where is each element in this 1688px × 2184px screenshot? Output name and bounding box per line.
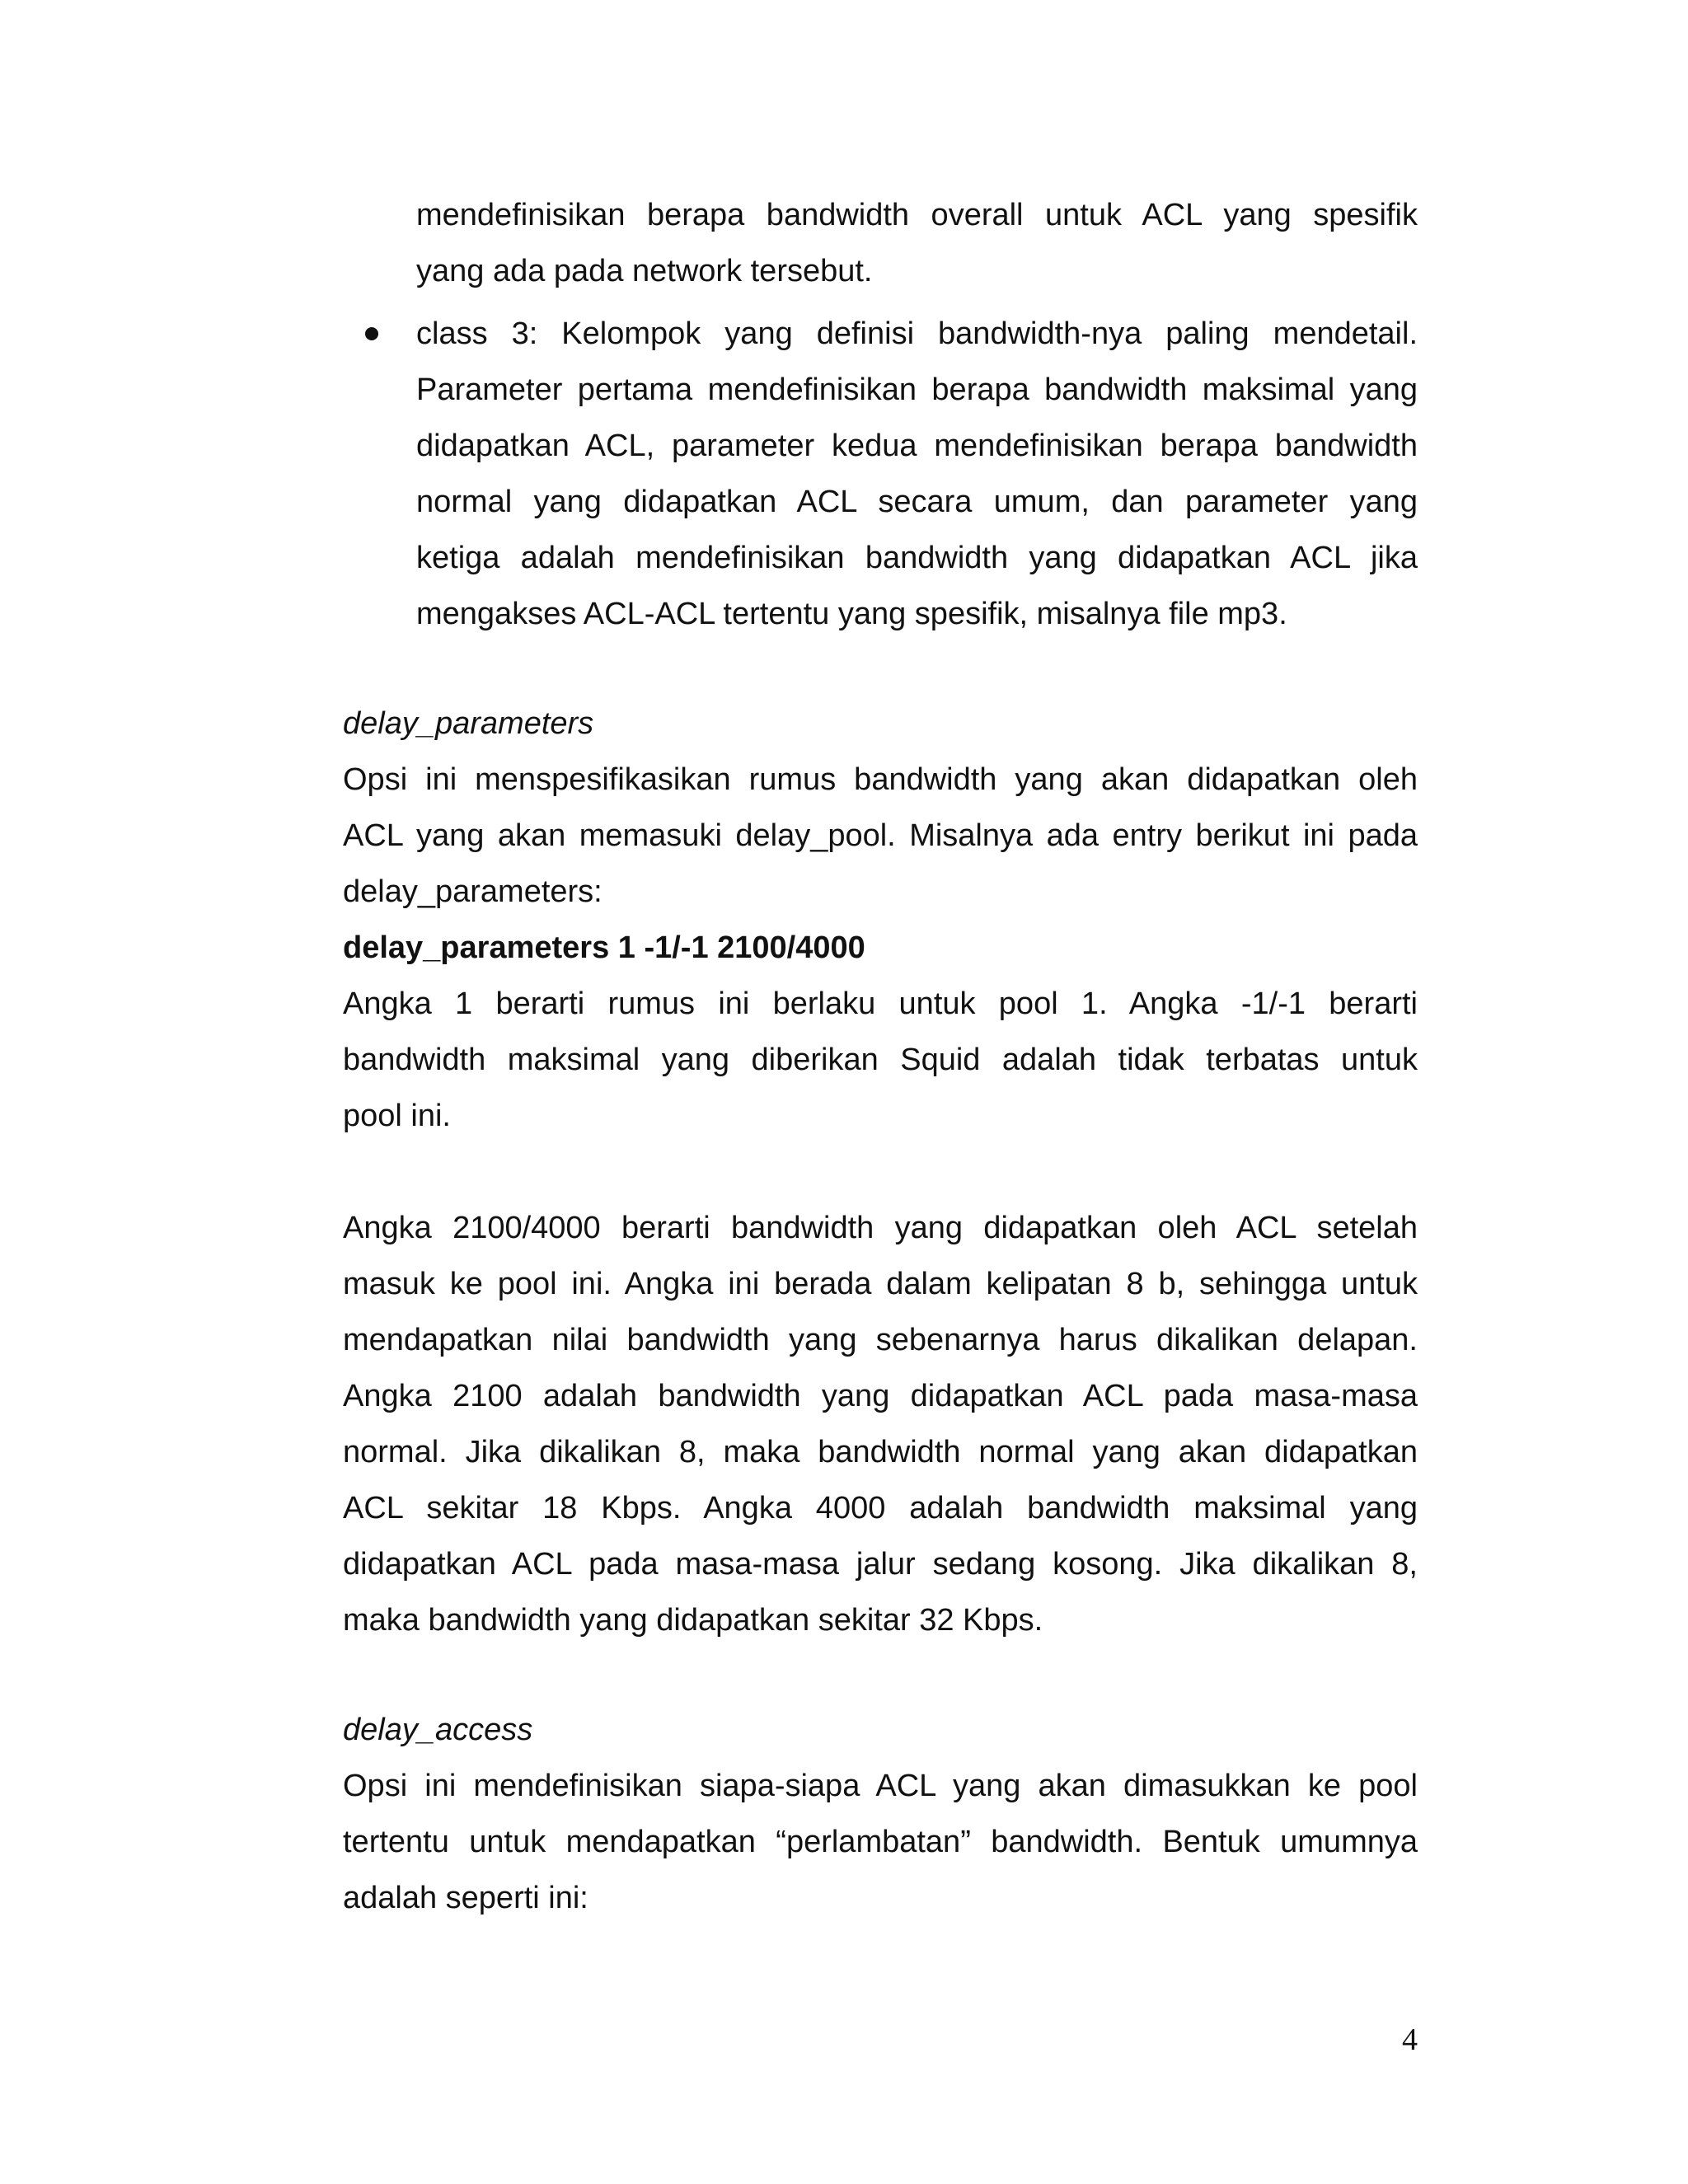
delay-parameters-para2-line-8: maka bandwidth yang didapatkan sekitar 32 Kbps.: [343, 1603, 1043, 1638]
delay-access-line-3: adalah seperti ini:: [343, 1881, 588, 1915]
class3-line-3: didapatkan ACL, parameter kedua mendefinisikan berapa bandwidth: [416, 429, 1418, 463]
delay-parameters-para2-line-7: didapatkan ACL pada masa-masa jalur sedang kosong. Jika dikalikan 8,: [343, 1547, 1418, 1582]
delay-parameters-para2-line-5: normal. Jika dikalikan 8, maka bandwidth normal yang akan didapatkan: [343, 1435, 1418, 1469]
bullet-continuation-line-1: mendefinisikan berapa bandwidth overall untuk ACL yang spesifik: [416, 198, 1418, 232]
delay-parameters-para1-line-2: bandwidth maksimal yang diberikan Squid adalah tidak terbatas untuk: [343, 1043, 1418, 1077]
delay-parameters-code: delay_parameters 1 -1/-1 2100/4000: [343, 930, 865, 965]
delay-parameters-para2-line-3: mendapatkan nilai bandwidth yang sebenarnya harus dikalikan delapan.: [343, 1323, 1418, 1357]
bullet-continuation-line-2: yang ada pada network tersebut.: [416, 254, 873, 288]
bullet-dot-icon: [365, 327, 378, 340]
delay-parameters-heading: delay_parameters: [343, 706, 594, 741]
page-number: 4: [1402, 2022, 1418, 2057]
class3-line-2: Parameter pertama mendefinisikan berapa bandwidth maksimal yang: [416, 373, 1418, 407]
class3-line-1: class 3: Kelompok yang definisi bandwidth-nya paling mendetail.: [416, 316, 1418, 351]
delay-parameters-intro-line-1: Opsi ini menspesifikasikan rumus bandwidth yang akan didapatkan oleh: [343, 762, 1418, 797]
delay-parameters-para2-line-1: Angka 2100/4000 berarti bandwidth yang didapatkan oleh ACL setelah: [343, 1211, 1418, 1245]
delay-parameters-para2-line-6: ACL sekitar 18 Kbps. Angka 4000 adalah bandwidth maksimal yang: [343, 1491, 1418, 1526]
class3-line-4: normal yang didapatkan ACL secara umum, dan parameter yang: [416, 485, 1418, 519]
delay-access-line-2: tertentu untuk mendapatkan “perlambatan” bandwidth. Bentuk umumnya: [343, 1825, 1418, 1859]
delay-parameters-para1-line-1: Angka 1 berarti rumus ini berlaku untuk pool 1. Angka -1/-1 berarti: [343, 987, 1418, 1021]
delay-parameters-para1-line-3: pool ini.: [343, 1099, 451, 1133]
delay-parameters-intro-line-2: ACL yang akan memasuki delay_pool. Misalnya ada entry berikut ini pada: [343, 818, 1418, 853]
delay-parameters-intro-line-3: delay_parameters:: [343, 874, 603, 909]
class3-line-5: ketiga adalah mendefinisikan bandwidth yang didapatkan ACL jika: [416, 541, 1418, 575]
class3-line-6: mengakses ACL-ACL tertentu yang spesifik, misalnya file mp3.: [416, 597, 1287, 631]
delay-access-line-1: Opsi ini mendefinisikan siapa-siapa ACL yang akan dimasukkan ke pool: [343, 1769, 1418, 1803]
delay-access-heading: delay_access: [343, 1713, 533, 1747]
delay-parameters-para2-line-2: masuk ke pool ini. Angka ini berada dalam kelipatan 8 b, sehingga untuk: [343, 1267, 1418, 1301]
delay-parameters-para2-line-4: Angka 2100 adalah bandwidth yang didapatkan ACL pada masa-masa: [343, 1379, 1418, 1413]
